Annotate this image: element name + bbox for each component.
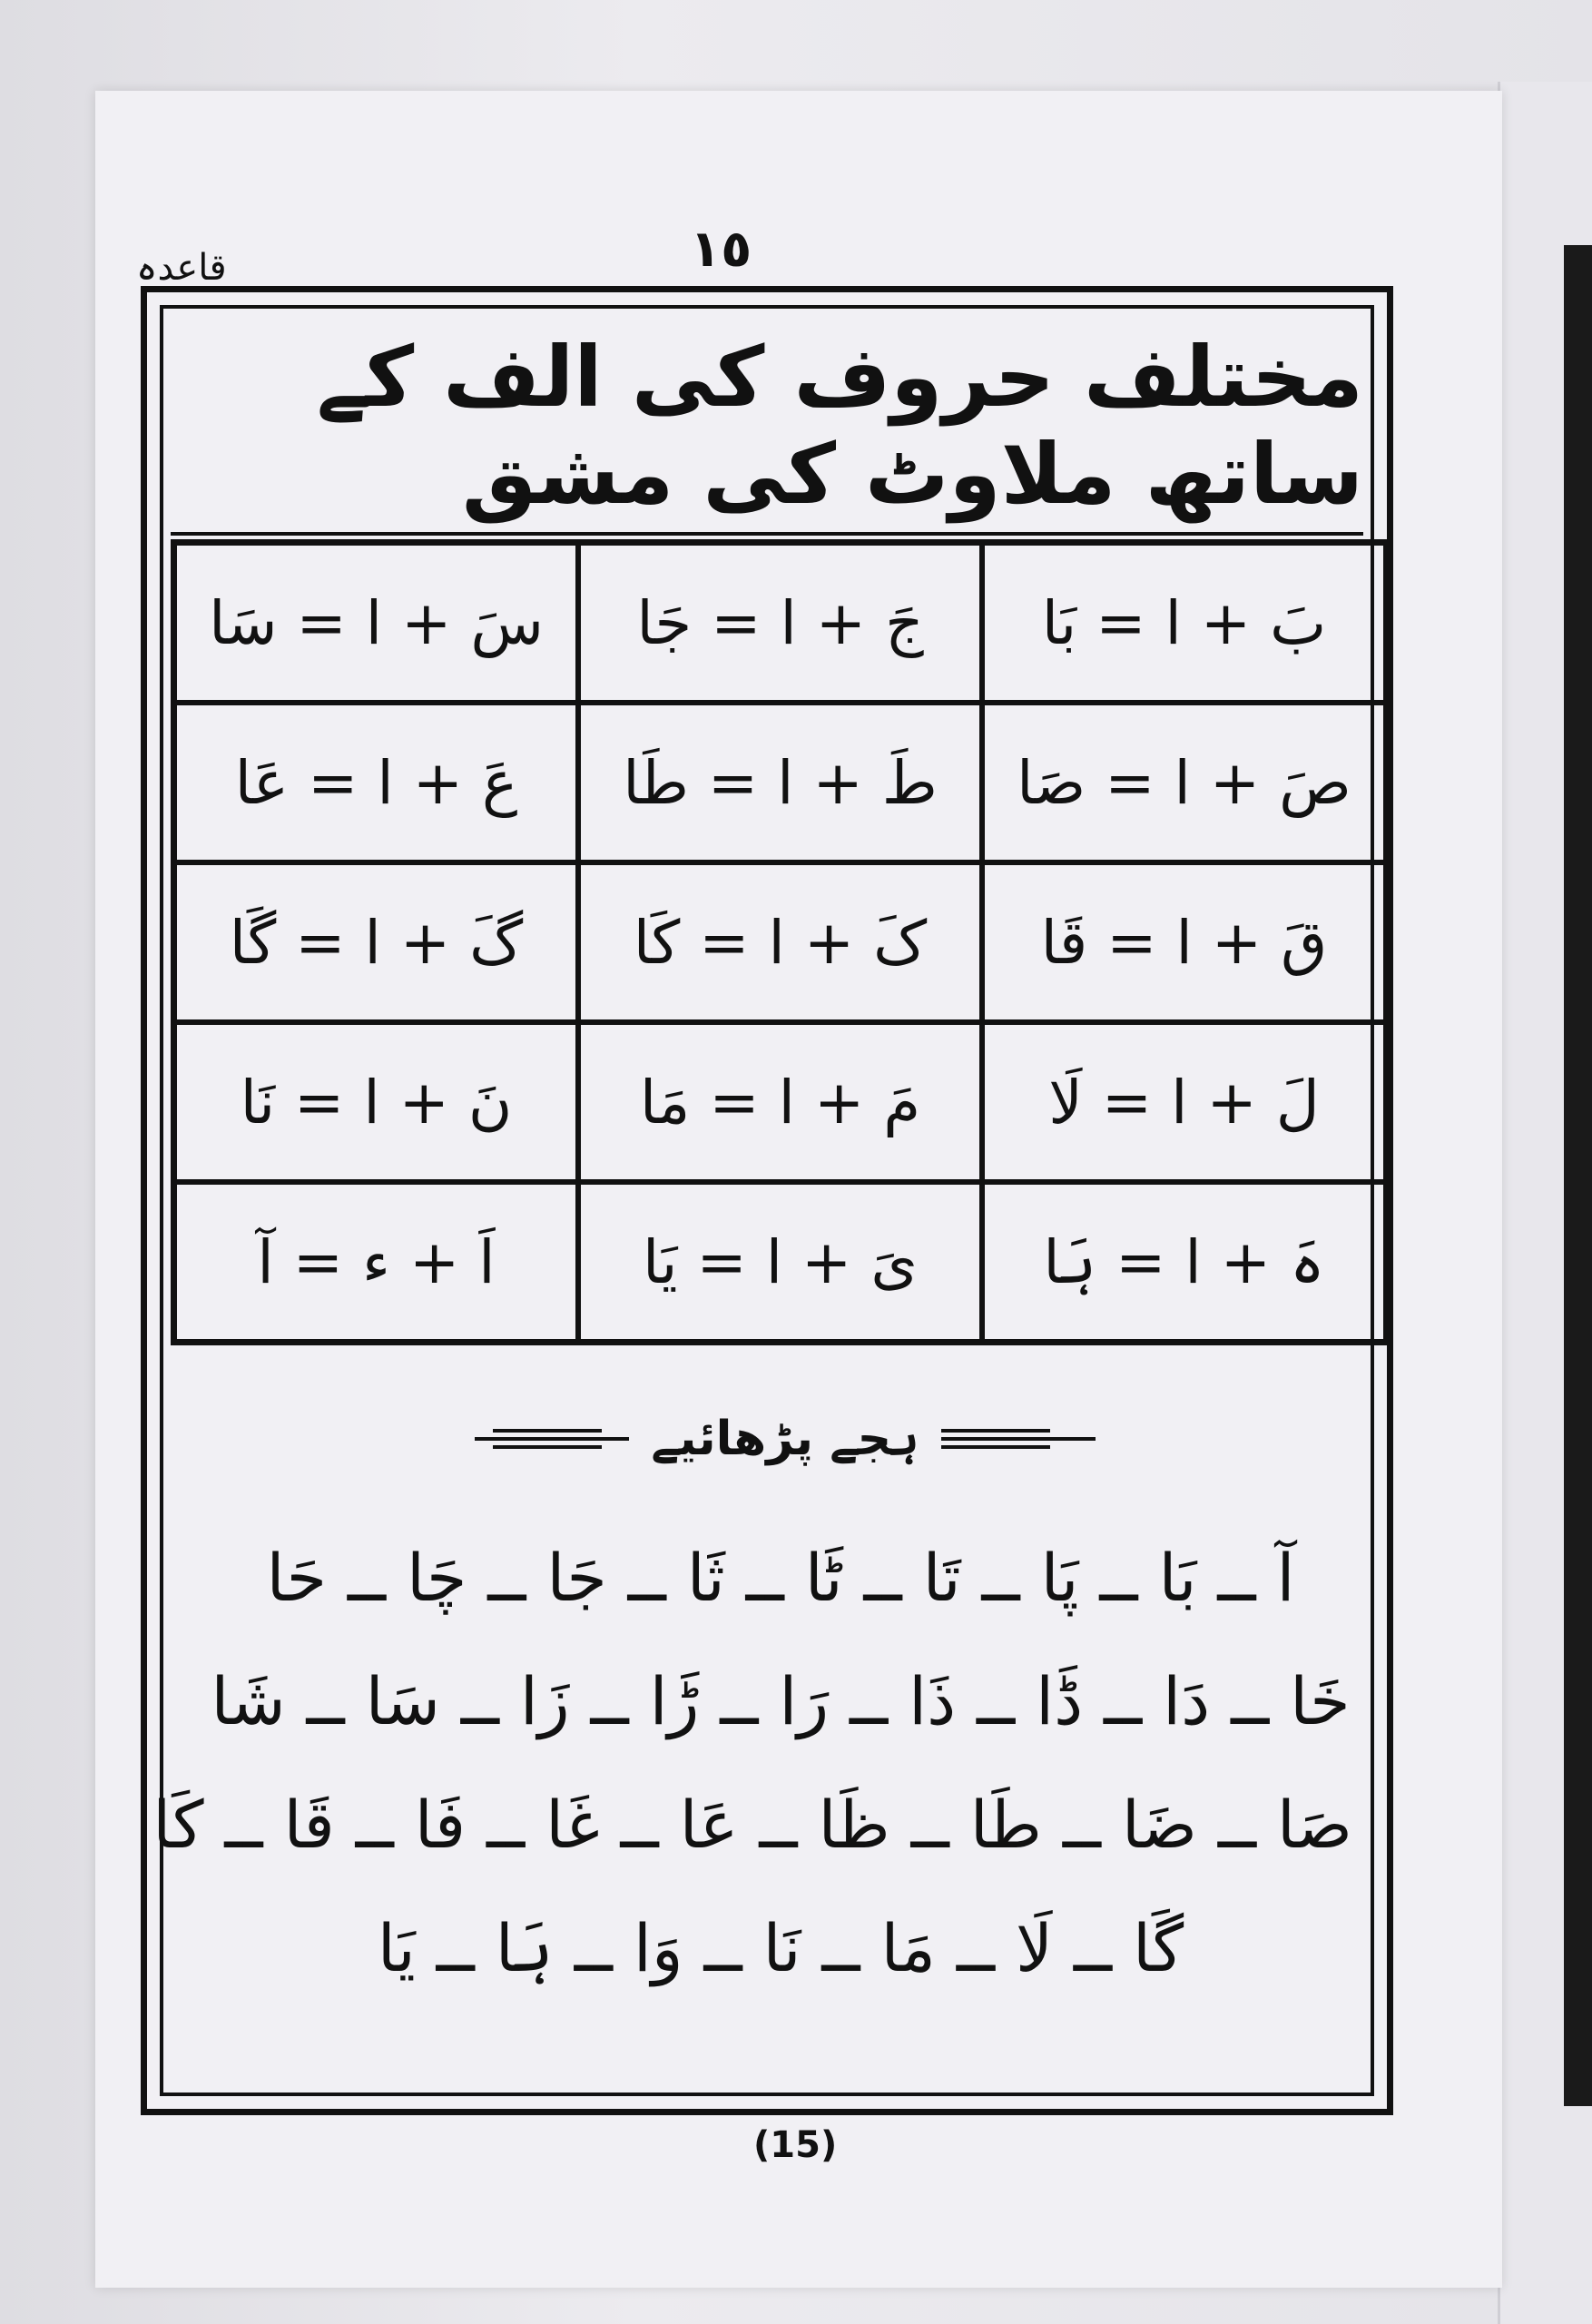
- table-cell: کَ + ا = کَا: [578, 862, 982, 1022]
- letter-table: [171, 539, 1390, 1345]
- table-cell: اَ + ء = آ: [174, 1182, 578, 1342]
- book-title: قاعدہ: [136, 247, 227, 289]
- table-cell: یَ + ا = یَا: [578, 1182, 982, 1342]
- table-cell: مَ + ا = مَا: [578, 1022, 982, 1182]
- practice-lines: [152, 1516, 1352, 2010]
- page-number-top: ١٥: [690, 220, 752, 279]
- practice-line: گَا ــ لَا ــ مَا ــ نَا ــ وَا ــ ہَا ــ یَا: [377, 1910, 1184, 1986]
- table-cell: ہَ + ا = ہَا: [982, 1182, 1386, 1342]
- table-cell: جَ + ا = جَا: [578, 543, 982, 703]
- ornament-rule-right: [941, 1429, 1096, 1449]
- table-cell: گَ + ا = گَا: [174, 862, 578, 1022]
- subheading: [463, 1403, 1107, 1475]
- practice-line: صَا ــ ضَا ــ طَا ــ ظَا ــ عَا ــ غَا ــ فَا ــ قَا ــ کَا: [152, 1787, 1352, 1863]
- next-page-border: [1564, 245, 1592, 2106]
- page-title: مختلف حروف کی الف کے ساتھ ملاوٹ کی مشق: [316, 329, 1363, 523]
- practice-line: آ ــ بَا ــ پَا ــ تَا ــ ٹَا ــ ثَا ــ جَا ــ چَا ــ حَا: [266, 1540, 1295, 1616]
- practice-line: خَا ــ دَا ــ ڈَا ــ ذَا ــ رَا ــ ڑَا ــ زَا ــ سَا ــ شَا: [211, 1663, 1351, 1739]
- table-cell: طَ + ا = طَا: [578, 703, 982, 862]
- table-cell: صَ + ا = صَا: [982, 703, 1386, 862]
- table-cell: نَ + ا = نَا: [174, 1022, 578, 1182]
- title-box: [171, 320, 1363, 536]
- table-cell: عَ + ا = عَا: [174, 703, 578, 862]
- page-number-bottom: (15): [753, 2124, 838, 2166]
- ornament-rule-left: [475, 1429, 629, 1449]
- table-cell: سَ + ا = سَا: [174, 543, 578, 703]
- table-cell: قَ + ا = قَا: [982, 862, 1386, 1022]
- next-page-edge: [1498, 82, 1592, 2324]
- table-cell: لَ + ا = لَا: [982, 1022, 1386, 1182]
- subheading-text: ہجے پڑھائیے: [651, 1412, 919, 1466]
- table-cell: بَ + ا = بَا: [982, 543, 1386, 703]
